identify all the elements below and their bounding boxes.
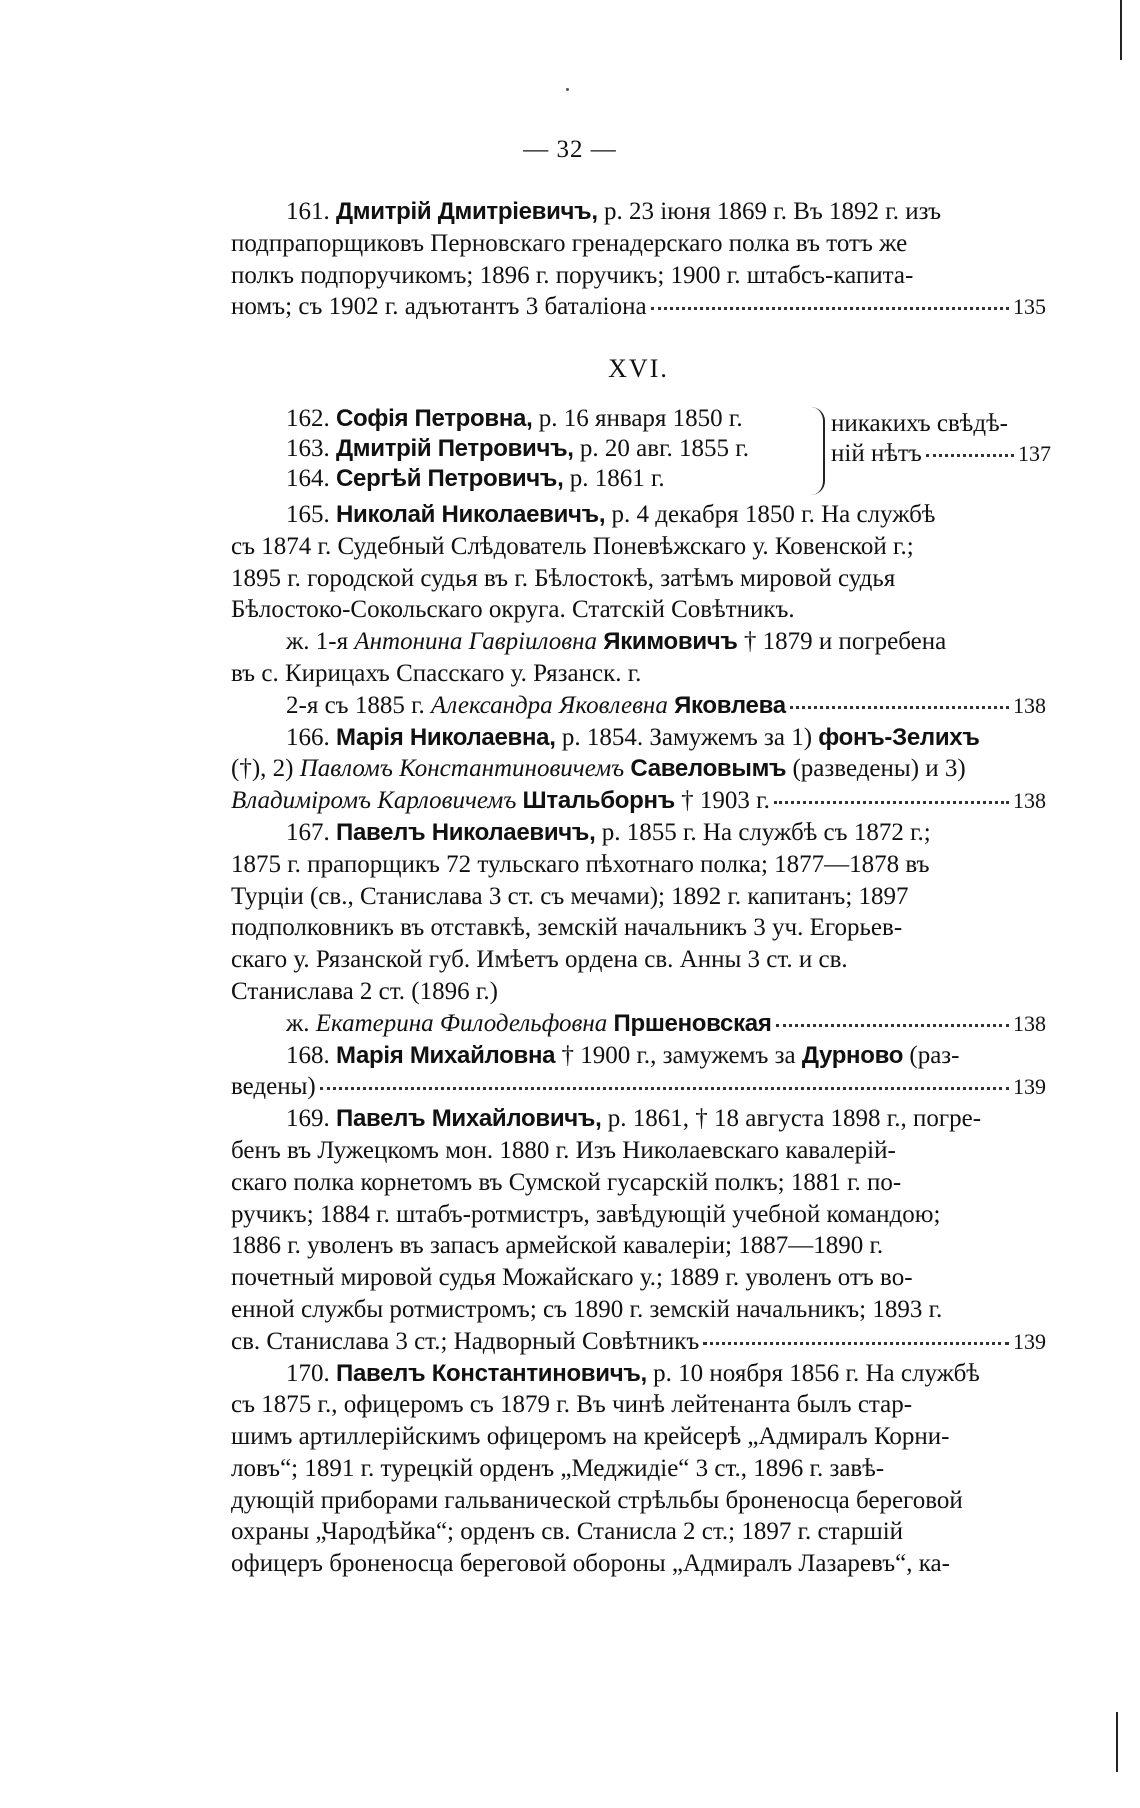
scan-speck [566, 88, 569, 91]
entry-167 [231, 817, 1046, 1040]
entry-number: 169. [286, 1105, 330, 1133]
entry-text: † 1903 г. [681, 787, 770, 815]
entry-line: Бѣлостоко-Сокольскаго округа. Статскій Совѣтникъ. [231, 596, 795, 624]
entry-line: охраны „Чародѣйка“; орденъ св. Станисла 2 ст.; 1897 г. старшій [231, 1518, 904, 1546]
entry-166 [231, 722, 1046, 817]
note-text: никакихъ свѣдѣ- [831, 409, 1008, 437]
entry-text: номъ; съ 1902 г. адъютантъ 3 баталіона [231, 293, 647, 321]
entry-line: 1875 г. прапорщикъ 72 тульскаго пѣхотнаго полка; 1877—1878 въ [231, 850, 930, 878]
page-reference: 137 [1018, 440, 1051, 466]
entry-text: р. 1854. Замужемъ за 1) [561, 723, 813, 751]
entry-line [231, 690, 1046, 722]
entry-number: 166. [286, 723, 330, 751]
entry-group-162-164 [231, 403, 1051, 499]
entry-number: 162. [286, 404, 330, 432]
entry-line [231, 499, 1046, 531]
entry-text: св. Станислава 3 ст.; Надворный Совѣтникъ [231, 1327, 700, 1355]
entry-number: 168. [286, 1041, 330, 1069]
dot-leader [790, 706, 1009, 709]
entry-line [231, 291, 1046, 323]
entry-line: скаго у. Рязанской губ. Имѣетъ ордена св. Анны 3 ст. и св. [231, 946, 848, 974]
entry-text: ведены) [231, 1073, 316, 1101]
entry-text: р. 16 января 1850 г. [538, 404, 743, 432]
entry-text: р. 1861, † 18 августа 1898 г., погре- [607, 1105, 982, 1133]
dot-leader [776, 1024, 1009, 1027]
person-name: Пршеновская [613, 1009, 772, 1037]
entry-163 [286, 433, 749, 465]
person-name: Дурново [801, 1041, 904, 1069]
entry-line: ловъ“; 1891 г. турецкій орденъ „Меджидіе“ 3 ст., 1896 г. завѣ- [231, 1454, 885, 1482]
entry-line: енной службы ротмистромъ; съ 1890 г. земскій начальникъ; 1893 г. [231, 1295, 943, 1323]
person-name: Павелъ Михайловичъ, [336, 1105, 602, 1133]
dot-leader [926, 454, 1014, 457]
dot-leader [703, 1342, 1009, 1345]
entry-line: подполковникъ въ отставкѣ, земскій начальникъ 3 уч. Егорьев- [231, 914, 903, 942]
person-name: Марія Николаевна, [336, 723, 556, 751]
entry-line: 1886 г. уволенъ въ запасъ армейской кавалеріи; 1887—1890 г. [231, 1232, 884, 1260]
group-note [831, 409, 1051, 469]
person-name: Дмитрій Дмитріевичъ, [336, 198, 598, 225]
spouse-name: Екатерина Филодельфовна [315, 1009, 608, 1037]
entry-text: (†), 2) [231, 755, 294, 783]
person-name: Яковлева [674, 691, 786, 719]
person-name: фонъ-Зелихъ [818, 723, 980, 751]
entry-text: † 1879 и погребена [743, 628, 947, 656]
entry-line [231, 753, 1046, 785]
entry-line: Станислава 2 ст. (1896 г.) [231, 977, 498, 1005]
entry-line [231, 785, 1046, 817]
entry-line: въ с. Кирицахъ Спасскаго у. Рязанск. г. [231, 659, 642, 687]
entry-line [231, 722, 1046, 754]
entry-text: р. 4 декабря 1850 г. На службѣ [611, 500, 936, 528]
entry-number: 161. [286, 198, 330, 225]
entry-line: шимъ артиллерійскимъ офицеромъ на крейсерѣ „Адмиралъ Корни- [231, 1423, 950, 1451]
entry-line [231, 1103, 1046, 1135]
entry-162 [286, 403, 743, 435]
entry-number: 163. [286, 434, 330, 462]
entry-line: дующій приборами гальванической стрѣльбы броненосца береговой [231, 1486, 963, 1514]
page-reference: 139 [1013, 1074, 1046, 1100]
entry-line: ручикъ; 1884 г. штабъ-ротмистръ, завѣдующій учебной командою; [231, 1200, 941, 1228]
entry-text [231, 785, 770, 817]
entry-165 [231, 499, 1046, 722]
entry-169 [231, 1103, 1046, 1357]
spouse-name: Антонина Гавріиловна [354, 628, 597, 656]
entry-text: ж. 1-я [286, 628, 349, 656]
page-reference: 138 [1013, 1010, 1046, 1036]
entry-line: съ 1874 г. Судебный Слѣдователь Поневѣжскаго у. Ковенской г.; [231, 532, 914, 560]
page-number: — 32 — [523, 136, 617, 163]
entry-line: Турціи (св., Станислава 3 ст. съ мечами); 1892 г. капитанъ; 1897 [231, 882, 909, 910]
entry-text: 2-я съ 1885 г. [286, 691, 425, 719]
entry-161 [231, 196, 1046, 323]
entry-text [286, 1008, 772, 1040]
entry-line: полкъ подпоручикомъ; 1896 г. поручикъ; 1900 г. штабсъ-капита- [231, 261, 914, 289]
entry-text: р. 23 іюня 1869 г. Въ 1892 г. изъ [604, 198, 941, 225]
entry-line [231, 196, 1046, 228]
entry-text: † 1900 г., замужемъ за [561, 1041, 796, 1069]
note-text: ній нѣтъ [831, 439, 922, 467]
person-name: Дмитрій Петровичъ, [336, 434, 574, 462]
scan-edge-mark [1120, 0, 1122, 60]
entry-number: 165. [286, 500, 330, 528]
entry-number: 164. [286, 464, 330, 492]
curly-brace [811, 407, 825, 495]
entry-line [231, 1040, 1046, 1072]
entry-text: р. 20 авг. 1855 г. [579, 434, 749, 462]
entry-text: р. 10 ноября 1856 г. На службѣ [653, 1359, 980, 1387]
person-name: Якимовичъ [603, 628, 738, 656]
entry-168 [231, 1040, 1046, 1104]
entry-line [231, 626, 1046, 658]
entry-line: бенъ въ Лужецкомъ мон. 1880 г. Изъ Николаевскаго кавалерій- [231, 1136, 896, 1164]
page-reference: 138 [1013, 788, 1046, 814]
entry-164 [286, 463, 665, 495]
entry-line: подпрапорщиковъ Перновскаго гренадерскаго полка въ тотъ же [231, 229, 908, 257]
spouse-name: Владиміромъ Карловичемъ [231, 787, 517, 815]
entry-number: 170. [286, 1359, 330, 1387]
scan-edge-mark [1116, 1712, 1118, 1772]
person-name: Сергѣй Петровичъ, [336, 464, 564, 492]
entry-line [231, 817, 1046, 849]
dot-leader [320, 1087, 1009, 1090]
entry-text: ж. [286, 1009, 310, 1037]
entry-text: (раз- [909, 1041, 960, 1069]
entry-line [231, 1071, 1046, 1103]
entry-text: р. 1855 г. На службѣ съ 1872 г.; [601, 818, 931, 846]
entry-line: 1895 г. городской судья въ г. Бѣлостокѣ, затѣмъ мировой судья [231, 564, 896, 592]
entry-text: (разведены) и 3) [792, 755, 966, 783]
page-reference: 139 [1013, 1328, 1046, 1354]
person-name: Софія Петровна, [336, 404, 533, 432]
dot-leader [774, 801, 1009, 804]
person-name: Павелъ Николаевичъ, [336, 818, 596, 846]
page-reference: 138 [1013, 692, 1046, 718]
spouse-name: Павломъ Константиновичемъ [299, 755, 625, 783]
entry-line [231, 1008, 1046, 1040]
person-name: Савеловымъ [630, 755, 787, 783]
person-name: Штальборнъ [522, 787, 675, 815]
entry-170 [231, 1358, 1046, 1581]
person-name: Николай Николаевичъ, [336, 500, 606, 528]
spouse-name: Александра Яковлевна [431, 691, 668, 719]
person-name: Павелъ Константиновичъ, [336, 1359, 647, 1387]
page-reference: 135 [1013, 294, 1046, 320]
note-line [831, 439, 1051, 469]
entry-line [231, 1326, 1046, 1358]
dot-leader [651, 307, 1009, 310]
section-heading: XVI. [608, 354, 669, 384]
text-column [231, 196, 1051, 1580]
entry-line: офицеръ броненосца береговой обороны „Адмиралъ Лазаревъ“, ка- [231, 1550, 950, 1578]
person-name: Марія Михайловна [336, 1041, 556, 1069]
entry-line: съ 1875 г., офицеромъ съ 1879 г. Въ чинѣ лейтенанта былъ стар- [231, 1391, 913, 1419]
entry-text: р. 1861 г. [569, 464, 665, 492]
entry-line: скаго полка корнетомъ въ Сумской гусарскій полкъ; 1881 г. по- [231, 1168, 902, 1196]
entry-number: 167. [286, 818, 330, 846]
entry-line [231, 1358, 1046, 1390]
entry-line: почетный мировой судья Можайскаго у.; 1889 г. уволенъ отъ во- [231, 1264, 913, 1292]
entry-text [286, 690, 786, 722]
